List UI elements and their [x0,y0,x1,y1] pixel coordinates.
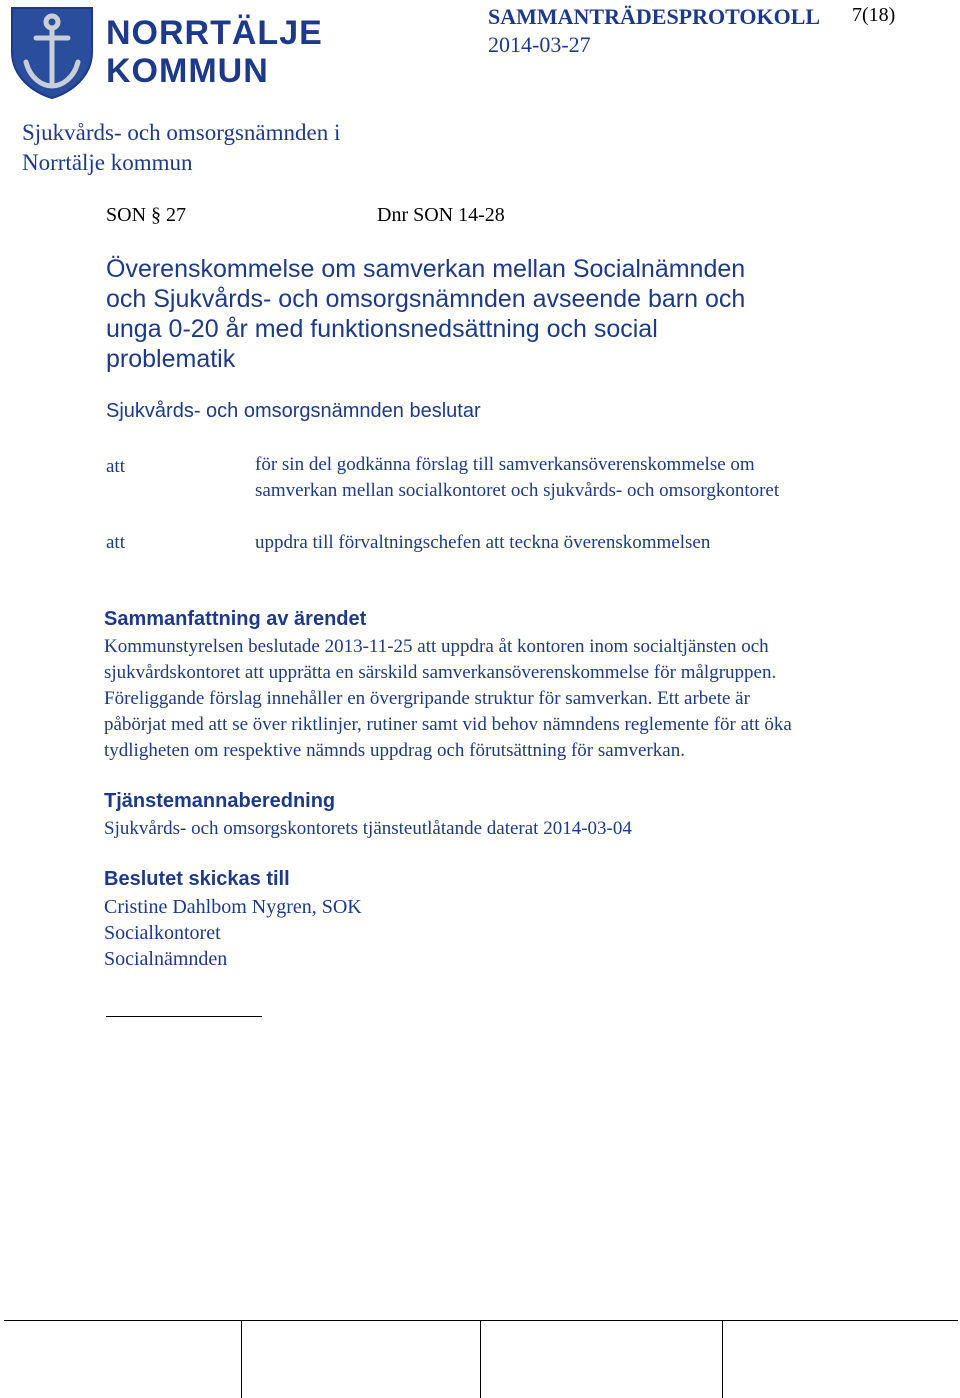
summary-line: tydligheten om respektive nämnds uppdrag och förutsättning för samverkan. [104,740,685,761]
summary-line: Kommunstyrelsen beslutade 2013-11-25 att uppdra åt kontoren inom socialtjänsten och [104,636,769,657]
title-line: och Sjukvårds- och omsorgsnämnden avseende barn och [106,285,746,313]
signature-divider [106,1016,262,1017]
signature-cell-divider [241,1321,242,1398]
logo-text-line1: NORRTÄLJE [106,14,323,52]
title-line: problematik [106,345,236,373]
decision-heading: Sjukvårds- och omsorgsnämnden beslutar [106,400,481,422]
organization-name [22,118,340,178]
signature-table [4,1320,958,1398]
preparation-text: Sjukvårds- och omsorgskontorets tjänsteutlåtande daterat 2014-03-04 [104,818,632,839]
decision-item-line: för sin del godkänna förslag till samverkansöverenskommelse om [255,454,755,475]
send-to-heading: Beslutet skickas till [104,868,290,890]
document-date: 2014-03-27 [488,32,591,57]
decision-item-line: samverkan mellan socialkontoret och sjukvårds- och omsorgkontoret [255,480,780,501]
summary-text [104,634,934,764]
decision-item-label: att [106,456,125,477]
page-number: 7(18) [852,4,896,26]
decision-item-label: att [106,532,125,553]
recipient-list [104,894,362,972]
norrtalje-logo [6,4,323,100]
recipient-item: Cristine Dahlbom Nygren, SOK [104,896,362,918]
signature-cell-divider [480,1321,481,1398]
summary-line: sjukvårdskontoret att upprätta en särskild samverkansöverenskommelse för målgruppen. [104,662,777,683]
summary-line: påbörjat med att se över riktlinjer, rutiner samt vid behov nämndens reglemente för att öka [104,714,792,735]
summary-line: Föreliggande förslag innehåller en övergripande struktur för samverkan. Ett arbete är [104,688,750,709]
decision-item-line: uppdra till förvaltningschefen att teckna överenskommelsen [255,532,711,553]
summary-heading: Sammanfattning av ärendet [104,608,367,630]
decision-item-text [255,530,895,556]
coat-of-arms-icon [6,4,98,100]
signature-cell-divider [722,1321,723,1398]
document-type: SAMMANTRÄDESPROTOKOLL [488,4,821,29]
title-line: unga 0-20 år med funktionsnedsättning och social [106,315,658,343]
organization-name-line2: Norrtälje kommun [22,150,193,175]
recipient-item: Socialkontoret [104,922,221,944]
logo-text-line2: KOMMUN [106,52,269,90]
title-line: Överenskommelse om samverkan mellan Socialnämnden [106,255,746,283]
decision-item-text [255,452,895,504]
recipient-item: Socialnämnden [104,948,228,970]
diary-number: Dnr SON 14-28 [377,204,505,226]
paragraph-number: SON § 27 [106,204,187,226]
organization-name-line1: Sjukvårds- och omsorgsnämnden i [22,120,341,145]
page-title [106,254,906,374]
preparation-heading: Tjänstemannaberedning [104,790,336,812]
